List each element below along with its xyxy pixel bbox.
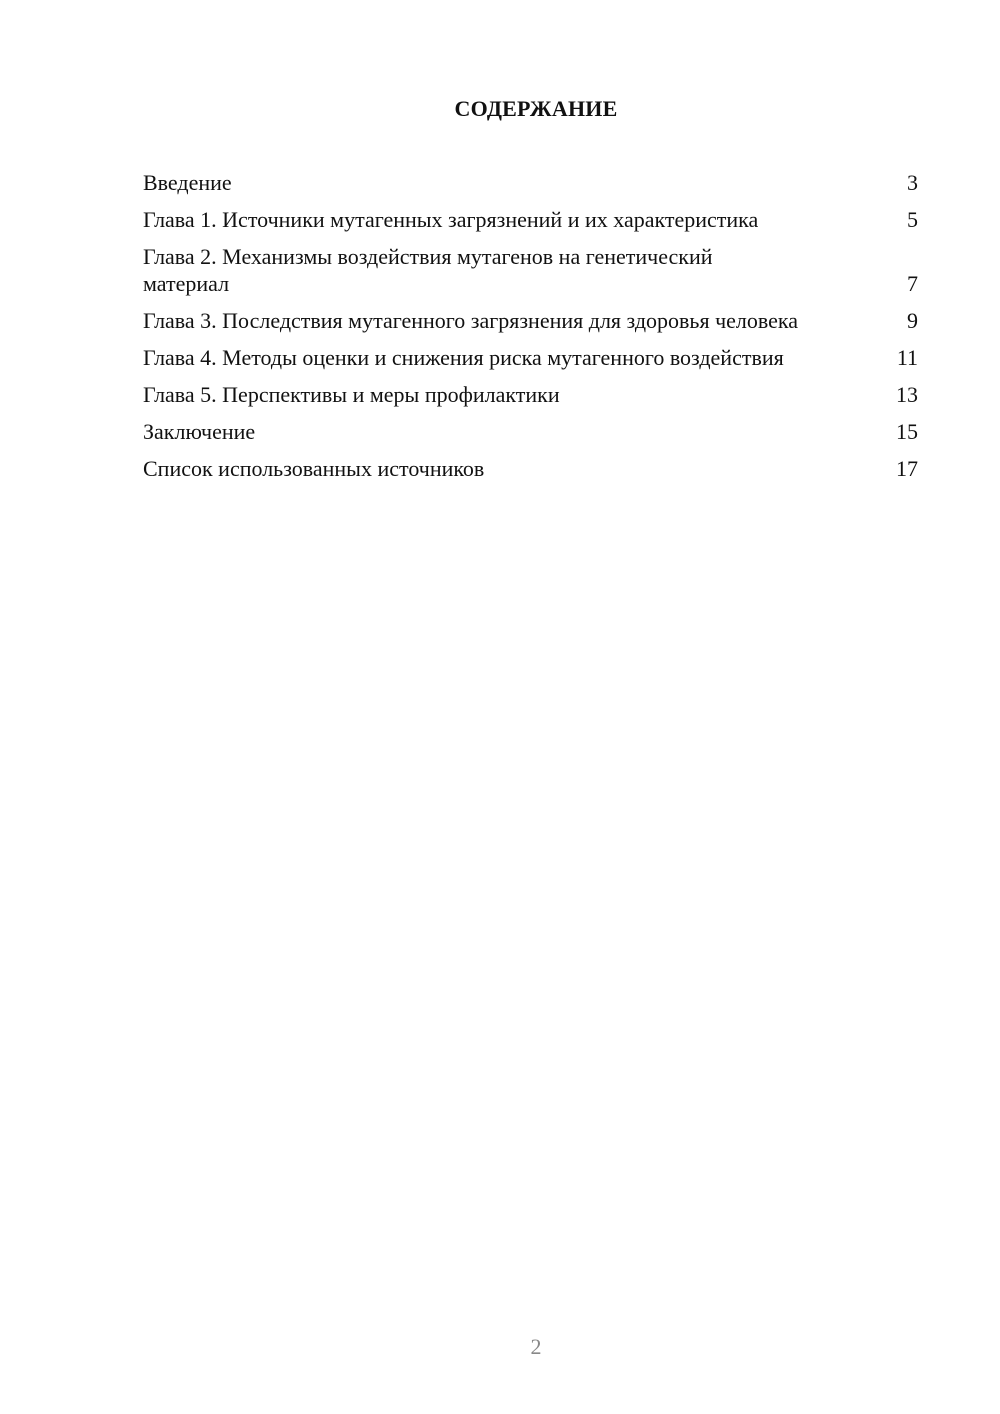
toc-entry (143, 206, 918, 233)
toc-entry-page: 11 (896, 345, 918, 370)
toc-entry (143, 344, 918, 371)
toc-entry-text: Глава 5. Перспективы и меры профилактики (143, 382, 560, 407)
toc-entry-text: Глава 2. Механизмы воздействия мутагенов на генетический материал (143, 244, 713, 296)
toc-entry-text: Глава 1. Источники мутагенных загрязнений и их характеристика (143, 207, 759, 232)
toc-list (143, 169, 918, 492)
page-number: 2 (530, 1334, 542, 1359)
toc-entry-text: Заключение (143, 419, 256, 444)
toc-entry-page: 5 (907, 207, 918, 232)
toc-entry-page: 13 (896, 382, 918, 407)
toc-entry (143, 243, 918, 297)
toc-entry-text: Введение (143, 170, 232, 195)
toc-entry-page: 7 (907, 271, 918, 296)
toc-title: СОДЕРЖАНИЕ (454, 96, 618, 121)
toc-entry-text: Список использованных источников (143, 456, 485, 481)
toc-entry (143, 418, 918, 445)
toc-entry (143, 169, 918, 196)
toc-entry (143, 307, 918, 334)
toc-entry-page: 15 (896, 419, 918, 444)
toc-entry-page: 17 (896, 456, 918, 481)
toc-entry-page: 3 (907, 170, 918, 195)
toc-entry (143, 381, 918, 408)
toc-entry-page: 9 (907, 308, 918, 333)
toc-entry-text: Глава 4. Методы оценки и снижения риска мутагенного воздействия (143, 345, 784, 370)
toc-entry-text: Глава 3. Последствия мутагенного загрязнения для здоровья человека (143, 308, 799, 333)
toc-entry (143, 455, 918, 482)
